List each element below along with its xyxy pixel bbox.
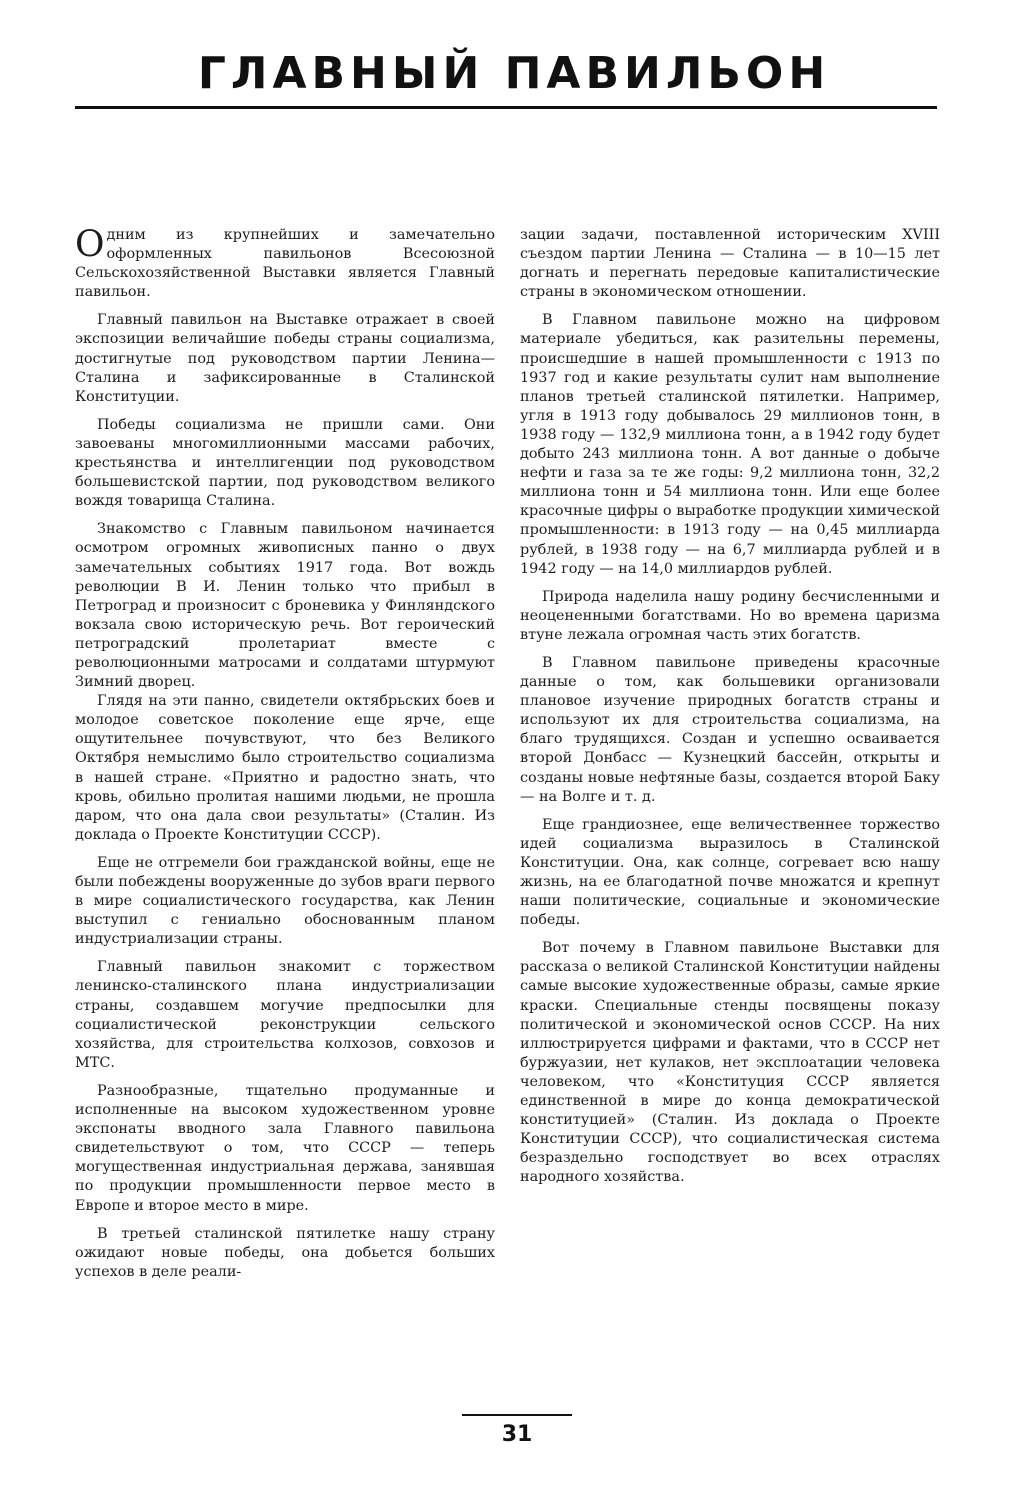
paragraph: Главный павильон знакомит с торжеством ленинско-сталинского плана индустриализации страны, создавшем могучие предпосылки для социалистической реконструкции сельского хозяйства, для строительства колхозов, совхозов и МТС. <box>75 959 495 1071</box>
paragraph: В Главном павильоне приведены красочные данные о том, как большевики организовали плановое изучение природных богатств страны и используют их для строительства социализма, на благо трудящихся. Создан и успешно осваивается второй Донбасс — Кузнецкий бассейн, открыты и созданы новые нефтяные базы, создается второй Баку — на Волге и т. д. <box>520 654 940 805</box>
drop-cap: О <box>75 224 105 265</box>
footer-rule <box>462 1414 572 1416</box>
paragraph: Вот почему в Главном павильоне Выставки для рассказа о великой Сталинской Конституции найдены самые высокие художественные образы, самые яркие краски. Специальные стенды посвящены показу политической и экономической основ СССР. На них иллюстрируется цифрами и фактами, что в СССР нет буржуазии, нет кулаков, нет эксплоатации человека человеком, что «Конституция СССР является единственной в мире до конца демократической конституцией» (Сталин. Из доклада о Проекте Конституции СССР), что социалистическая система безраздельно господствует во всех отраслях народного хозяйства. <box>520 940 940 1186</box>
paragraph: Еще грандиознее, еще величественнее торжество идей социализма выразилось в Сталинской Конституции. Она, как солнце, согревает всю нашу жизнь, на ее благодатной почве множатся и крепнут наши политические, социальные и экономические победы. <box>520 816 940 929</box>
page-title: ГЛАВНЫЙ ПАВИЛЬОН <box>197 48 831 99</box>
paragraph: Главный павильон на Выставке отражает в своей экспозиции величайшие победы страны социализма, достигнутые под руководством партии Ленина—Сталина и зафиксированные в Сталинской Конституции. <box>75 312 495 405</box>
title-rule <box>75 106 937 109</box>
page-number: 31 <box>501 1422 533 1447</box>
paragraph-continuation: зации задачи, поставленной историческим XVIII съездом партии Ленина — Сталина — в 10—15 лет догнать и перегнать передовые капиталистические страны в экономическом отношении. <box>520 227 940 301</box>
paragraph: Еще не отгремели бои гражданской войны, еще не были побеждены вооруженные до зубов враги первого в мире социалистического государства, как Ленин выступил с гениально обоснованным планом индустриализации страны. <box>75 854 495 948</box>
paragraph: В Главном павильоне можно на цифровом материале убедиться, как разительны перемены, происшедшие в нашей промышленности с 1913 по 1937 год и какие результаты сулит нам выполнение планов третьей сталинской пятилетки. Например, угля в 1913 году добывалось 29 миллионов тонн, в 1938 году — 132,9 миллиона тонн, а в 1942 году будет добыто 243 миллиона тонн. А вот данные о добыче нефти и газа за те же годы: 9,2 миллиона тонн, 32,2 миллиона тонн и 54 миллиона тонн. Или еще более красочные цифры о выработке продукции химической промышленности: в 1913 году — на 0,45 миллиарда рублей, в 1938 году — на 6,7 миллиарда рублей и в 1942 году — на 14,0 миллиардов рублей. <box>520 312 940 577</box>
right-column <box>520 226 940 1197</box>
paragraph-intro <box>75 226 495 302</box>
paragraph: Победы социализма не пришли сами. Они завоеваны многомиллионными массами рабочих, крестьянства и интеллигенции под руководством большевистской партии, под руководством великого вождя товарища Сталина. <box>75 416 495 510</box>
paragraph: Природа наделила нашу родину бесчисленными и неоцененными богатствами. Но во времена царизма втуне лежала огромная часть этих богатств. <box>520 588 940 643</box>
paragraph: Разнообразные, тщательно продуманные и исполненные на высоком художественном уровне экспонаты вводного зала Главного павильона свидетельствуют о том, что СССР — теперь могущественная индустриальная держава, занявшая по продукции промышленности первое место в Европе и второе место в мире. <box>75 1082 495 1214</box>
paragraph-intro-text: дним из крупнейших и замечательно оформленных павильонов Всесоюзной Сельскохозяйственной Выставки является Главный павильон. <box>75 227 495 301</box>
paragraph-continued: В третьей сталинской пятилетке нашу страну ожидают новые победы, она добьется больших успехов в деле реали- <box>75 1225 495 1280</box>
left-column <box>75 226 495 1291</box>
paragraph: Глядя на эти панно, свидетели октябрьских боев и молодое советское поколение еще ярче, еще ощутительнее почувствуют, что без Великого Октября немыслимо было строительство социализма в нашей стране. «Приятно и радостно знать, что кровь, обильно пролитая нашими людьми, не прошла даром, что она дала свои результаты» (Сталин. Из доклада о Проекте Конституции СССР). <box>75 693 495 843</box>
paragraph: Знакомство с Главным павильоном начинается осмотром огромных живописных панно о двух замечательных событиях 1917 года. Вот вождь революции В И. Ленин только что прибыл в Петроград и произносит с броневика у Финляндского вокзала свою историческую речь. Вот героический петроградский пролетариат вместе с революционными матросами и солдатами штурмуют Зимний дворец. <box>75 521 495 691</box>
